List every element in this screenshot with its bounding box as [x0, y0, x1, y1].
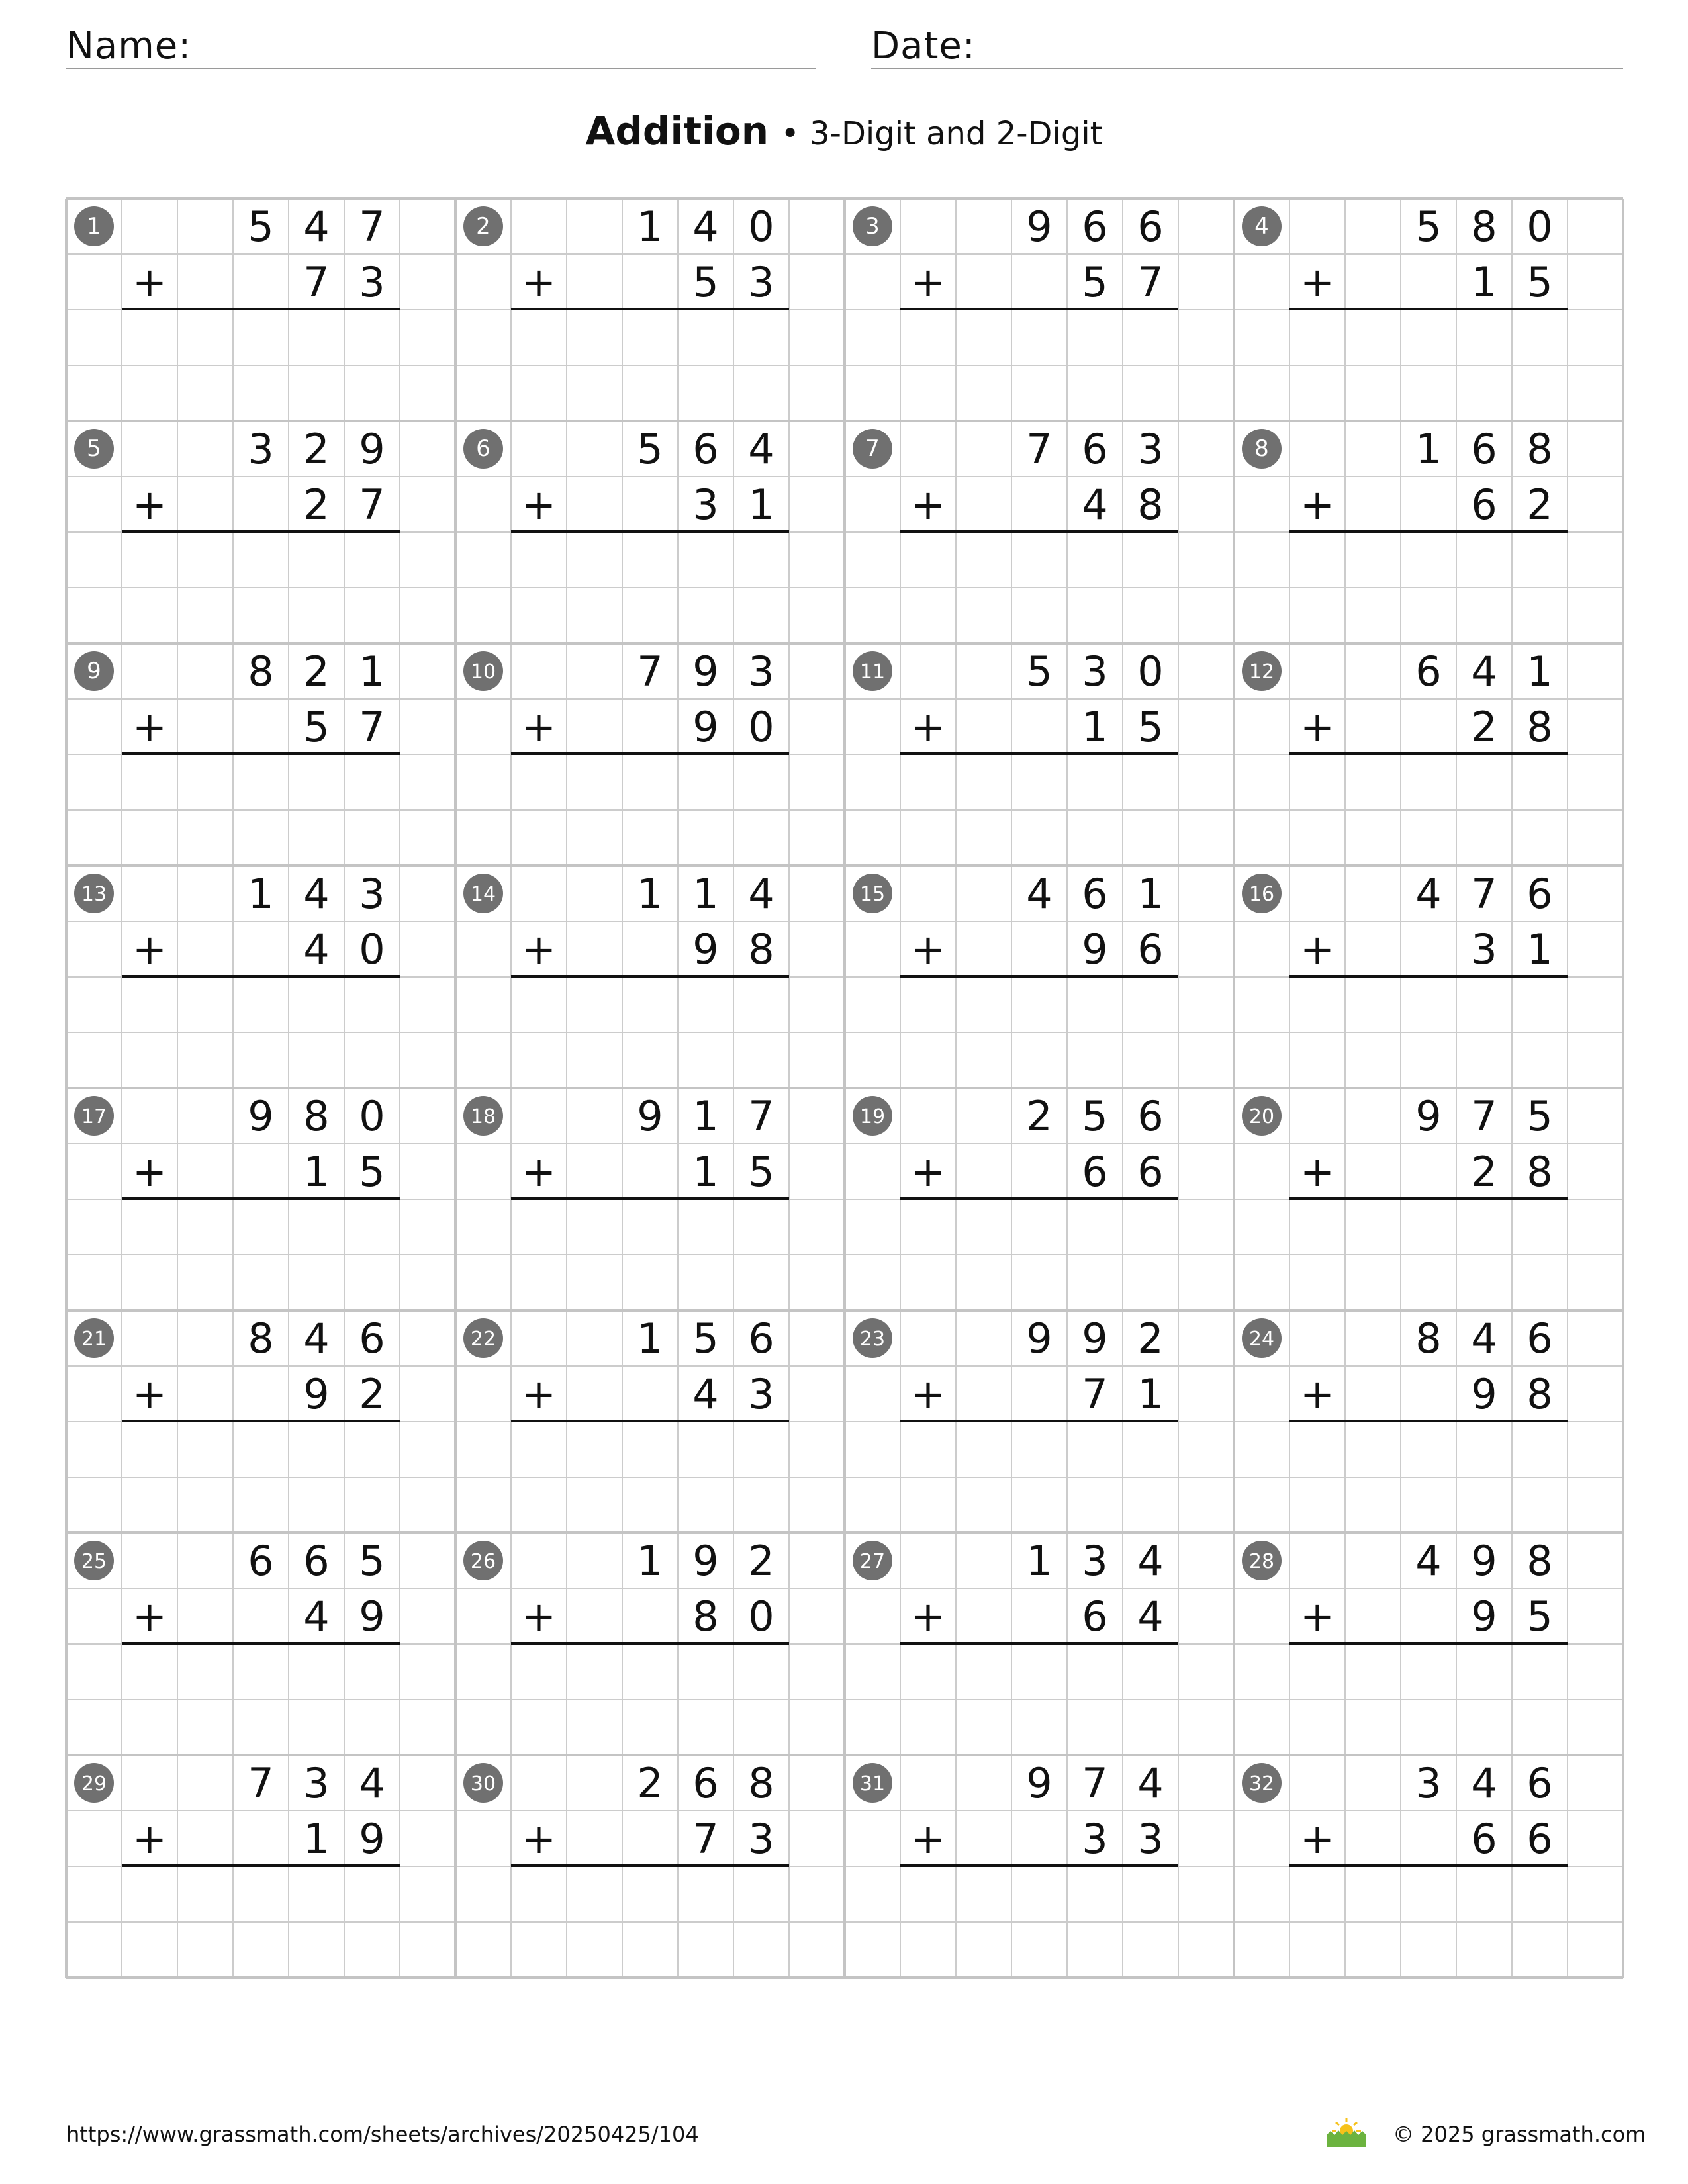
problem-number: 24 — [1248, 1328, 1275, 1351]
problem-number: 30 — [470, 1772, 496, 1796]
addend-digit: 0 — [748, 1592, 774, 1641]
addend-digit: 9 — [637, 1092, 663, 1140]
addend-digit: 3 — [748, 647, 774, 696]
plus-operator: + — [1300, 1815, 1335, 1863]
problem-number: 23 — [859, 1328, 886, 1351]
plus-operator: + — [1300, 925, 1335, 974]
plus-operator: + — [132, 703, 167, 751]
addend-digit: 9 — [692, 703, 719, 751]
addend-digit: 6 — [1082, 870, 1108, 918]
addend-digit: 7 — [248, 1759, 274, 1807]
addend-digit: 3 — [1471, 925, 1497, 974]
plus-operator: + — [132, 1148, 167, 1196]
addend-digit: 3 — [248, 425, 274, 473]
plus-operator: + — [522, 1148, 556, 1196]
addend-digit: 1 — [303, 1148, 330, 1196]
answer-area[interactable] — [122, 978, 400, 1087]
addend-digit: 6 — [1082, 1592, 1108, 1641]
addend-digit: 4 — [692, 203, 719, 251]
addend-digit: 7 — [359, 203, 385, 251]
problem-number: 19 — [859, 1105, 886, 1128]
problem-number: 29 — [81, 1772, 107, 1796]
addend-digit: 1 — [1137, 1370, 1164, 1418]
addend-digit: 6 — [1526, 1759, 1553, 1807]
addend-digit: 1 — [692, 870, 719, 918]
addend-digit: 6 — [1415, 647, 1442, 696]
problem-number: 2 — [476, 213, 491, 240]
problem-number: 4 — [1254, 213, 1269, 240]
addend-digit: 0 — [1526, 203, 1553, 251]
addend-digit: 1 — [1026, 1537, 1053, 1585]
plus-operator: + — [522, 258, 556, 306]
addend-digit: 2 — [303, 647, 330, 696]
addend-digit: 4 — [1415, 1537, 1442, 1585]
answer-area[interactable] — [511, 533, 789, 642]
addend-digit: 9 — [1415, 1092, 1442, 1140]
plus-operator: + — [132, 258, 167, 306]
addend-digit: 5 — [1082, 258, 1108, 306]
addend-digit: 1 — [1082, 703, 1108, 751]
addend-digit: 9 — [248, 1092, 274, 1140]
answer-area[interactable] — [511, 978, 789, 1087]
problem-number: 21 — [81, 1328, 107, 1351]
addend-digit: 8 — [1415, 1314, 1442, 1363]
addend-digit: 3 — [748, 1370, 774, 1418]
problem-number: 8 — [1254, 435, 1269, 462]
plus-operator: + — [911, 703, 945, 751]
addend-digit: 2 — [637, 1759, 663, 1807]
addend-digit: 8 — [1526, 1537, 1553, 1585]
addend-digit: 5 — [1526, 258, 1553, 306]
answer-area[interactable] — [511, 1201, 789, 1309]
answer-area[interactable] — [122, 1868, 400, 1976]
addend-digit: 0 — [359, 1092, 385, 1140]
addend-digit: 1 — [1415, 425, 1442, 473]
problem-number: 11 — [859, 660, 886, 684]
addend-digit: 2 — [359, 1370, 385, 1418]
addend-digit: 4 — [1026, 870, 1053, 918]
addend-digit: 3 — [748, 258, 774, 306]
addend-digit: 2 — [1137, 1314, 1164, 1363]
addend-digit: 4 — [1137, 1759, 1164, 1807]
addend-digit: 8 — [303, 1092, 330, 1140]
addend-digit: 8 — [1471, 203, 1497, 251]
addend-digit: 3 — [1415, 1759, 1442, 1807]
answer-area[interactable] — [1289, 533, 1568, 642]
addend-digit: 6 — [1137, 1148, 1164, 1196]
addend-digit: 5 — [359, 1148, 385, 1196]
addend-digit: 2 — [1471, 1148, 1497, 1196]
plus-operator: + — [1300, 480, 1335, 529]
addend-digit: 7 — [692, 1815, 719, 1863]
addend-digit: 7 — [1026, 425, 1053, 473]
problem-number: 13 — [81, 883, 107, 906]
answer-area[interactable] — [511, 1423, 789, 1531]
addend-digit: 6 — [248, 1537, 274, 1585]
answer-area[interactable] — [1289, 1423, 1568, 1531]
addend-digit: 9 — [1026, 1759, 1053, 1807]
addend-digit: 4 — [1471, 647, 1497, 696]
addend-digit: 2 — [303, 480, 330, 529]
addend-digit: 5 — [303, 703, 330, 751]
addend-digit: 6 — [1526, 1815, 1553, 1863]
title-main: Addition — [585, 109, 769, 154]
addend-digit: 7 — [1137, 258, 1164, 306]
addend-digit: 1 — [1526, 647, 1553, 696]
problem-number: 31 — [859, 1772, 886, 1796]
answer-area[interactable] — [1289, 1645, 1568, 1754]
addend-digit: 3 — [1082, 647, 1108, 696]
problem-number: 25 — [81, 1550, 107, 1573]
addend-digit: 1 — [692, 1148, 719, 1196]
addend-digit: 7 — [303, 258, 330, 306]
addend-digit: 6 — [1082, 1148, 1108, 1196]
grass-sun-logo-icon — [1325, 2115, 1368, 2148]
addend-digit: 7 — [1082, 1759, 1108, 1807]
addend-digit: 5 — [1137, 703, 1164, 751]
addend-digit: 1 — [248, 870, 274, 918]
answer-area[interactable] — [122, 756, 400, 864]
addend-digit: 1 — [637, 870, 663, 918]
plus-operator: + — [1300, 258, 1335, 306]
plus-operator: + — [911, 1815, 945, 1863]
addend-digit: 4 — [303, 203, 330, 251]
addend-digit: 5 — [1526, 1092, 1553, 1140]
answer-area[interactable] — [122, 311, 400, 420]
addend-digit: 8 — [748, 1759, 774, 1807]
addend-digit: 7 — [1471, 1092, 1497, 1140]
answer-area[interactable] — [122, 1423, 400, 1531]
addend-digit: 3 — [1082, 1815, 1108, 1863]
answer-area[interactable] — [511, 311, 789, 420]
problem-number: 26 — [470, 1550, 496, 1573]
addend-digit: 9 — [1082, 925, 1108, 974]
addend-digit: 8 — [1526, 1148, 1553, 1196]
answer-area[interactable] — [900, 1868, 1178, 1976]
addend-digit: 9 — [1471, 1592, 1497, 1641]
plus-operator: + — [132, 480, 167, 529]
addend-digit: 3 — [692, 480, 719, 529]
answer-area[interactable] — [900, 1423, 1178, 1531]
answer-area[interactable] — [1289, 1201, 1568, 1309]
addend-digit: 1 — [637, 1537, 663, 1585]
addend-digit: 2 — [1471, 703, 1497, 751]
plus-operator: + — [1300, 1592, 1335, 1641]
plus-operator: + — [522, 925, 556, 974]
addend-digit: 6 — [1471, 480, 1497, 529]
addend-digit: 8 — [1526, 703, 1553, 751]
addend-digit: 6 — [1526, 870, 1553, 918]
addend-digit: 7 — [748, 1092, 774, 1140]
addend-digit: 8 — [248, 1314, 274, 1363]
addend-digit: 1 — [359, 647, 385, 696]
problem-number: 28 — [1248, 1550, 1275, 1573]
addend-digit: 3 — [748, 1815, 774, 1863]
answer-area[interactable] — [900, 533, 1178, 642]
addend-digit: 8 — [692, 1592, 719, 1641]
addend-digit: 4 — [1471, 1314, 1497, 1363]
problem-number: 3 — [865, 213, 880, 240]
answer-area[interactable] — [900, 756, 1178, 864]
addend-digit: 1 — [692, 1092, 719, 1140]
addend-digit: 0 — [359, 925, 385, 974]
plus-operator: + — [1300, 1148, 1335, 1196]
addend-digit: 7 — [1082, 1370, 1108, 1418]
addend-digit: 8 — [1526, 1370, 1553, 1418]
answer-area[interactable] — [511, 1645, 789, 1754]
answer-area[interactable] — [511, 756, 789, 864]
addend-digit: 4 — [303, 870, 330, 918]
plus-operator: + — [132, 925, 167, 974]
addend-digit: 3 — [1137, 1815, 1164, 1863]
addend-digit: 5 — [748, 1148, 774, 1196]
addend-digit: 4 — [303, 1314, 330, 1363]
addend-digit: 6 — [748, 1314, 774, 1363]
addend-digit: 4 — [1082, 480, 1108, 529]
addend-digit: 9 — [1026, 203, 1053, 251]
addend-digit: 4 — [692, 1370, 719, 1418]
plus-operator: + — [522, 480, 556, 529]
addend-digit: 1 — [1137, 870, 1164, 918]
date-label: Date: — [871, 24, 976, 68]
addend-digit: 4 — [1137, 1537, 1164, 1585]
addend-digit: 9 — [303, 1370, 330, 1418]
addend-digit: 9 — [359, 1592, 385, 1641]
addend-digit: 2 — [303, 425, 330, 473]
addend-digit: 6 — [692, 425, 719, 473]
addend-digit: 7 — [359, 703, 385, 751]
addend-digit: 5 — [692, 258, 719, 306]
answer-area[interactable] — [1289, 978, 1568, 1087]
addend-digit: 4 — [1137, 1592, 1164, 1641]
plus-operator: + — [522, 1370, 556, 1418]
addend-digit: 8 — [248, 647, 274, 696]
plus-operator: + — [522, 703, 556, 751]
addend-digit: 9 — [359, 425, 385, 473]
plus-operator: + — [1300, 703, 1335, 751]
addend-digit: 1 — [303, 1815, 330, 1863]
problem-number: 22 — [470, 1328, 496, 1351]
addend-digit: 9 — [1026, 1314, 1053, 1363]
addend-digit: 9 — [359, 1815, 385, 1863]
addend-digit: 6 — [303, 1537, 330, 1585]
answer-area[interactable] — [122, 1645, 400, 1754]
addend-digit: 4 — [303, 1592, 330, 1641]
problem-number: 20 — [1248, 1105, 1275, 1128]
problem-number: 32 — [1248, 1772, 1275, 1796]
answer-area[interactable] — [511, 1868, 789, 1976]
addend-digit: 6 — [1082, 425, 1108, 473]
addend-digit: 1 — [1471, 258, 1497, 306]
title-subtitle: • 3-Digit and 2-Digit — [780, 115, 1103, 152]
plus-operator: + — [132, 1370, 167, 1418]
addend-digit: 0 — [748, 703, 774, 751]
plus-operator: + — [911, 1148, 945, 1196]
addend-digit: 9 — [1471, 1370, 1497, 1418]
plus-operator: + — [911, 1592, 945, 1641]
footer-copyright: © 2025 grassmath.com — [1393, 2122, 1646, 2147]
problem-number: 9 — [87, 658, 101, 684]
addend-digit: 5 — [1526, 1592, 1553, 1641]
answer-area[interactable] — [900, 311, 1178, 420]
addend-digit: 9 — [692, 925, 719, 974]
addend-digit: 3 — [359, 258, 385, 306]
plus-operator: + — [911, 258, 945, 306]
plus-operator: + — [132, 1592, 167, 1641]
answer-area[interactable] — [900, 1201, 1178, 1309]
addend-digit: 3 — [1137, 425, 1164, 473]
answer-area[interactable] — [900, 1645, 1178, 1754]
addend-digit: 4 — [748, 425, 774, 473]
addend-digit: 1 — [1526, 925, 1553, 974]
addend-digit: 5 — [692, 1314, 719, 1363]
problem-number: 27 — [859, 1550, 886, 1573]
addend-digit: 5 — [359, 1537, 385, 1585]
addend-digit: 8 — [1137, 480, 1164, 529]
addend-digit: 6 — [1526, 1314, 1553, 1363]
addend-digit: 4 — [1471, 1759, 1497, 1807]
problem-number: 5 — [87, 435, 101, 462]
problem-number: 7 — [865, 435, 880, 462]
addend-digit: 6 — [692, 1759, 719, 1807]
plus-operator: + — [911, 1370, 945, 1418]
addend-digit: 5 — [637, 425, 663, 473]
answer-area[interactable] — [1289, 1868, 1568, 1976]
addend-digit: 7 — [637, 647, 663, 696]
addend-digit: 3 — [1082, 1537, 1108, 1585]
answer-area[interactable] — [1289, 756, 1568, 864]
addend-digit: 8 — [1526, 425, 1553, 473]
addend-digit: 2 — [748, 1537, 774, 1585]
addend-digit: 6 — [1082, 203, 1108, 251]
addend-digit: 4 — [359, 1759, 385, 1807]
answer-area[interactable] — [900, 978, 1178, 1087]
problem-number: 6 — [476, 435, 491, 462]
addend-digit: 6 — [359, 1314, 385, 1363]
addend-digit: 7 — [359, 480, 385, 529]
addend-digit: 6 — [1137, 203, 1164, 251]
addend-digit: 2 — [1526, 480, 1553, 529]
addend-digit: 1 — [637, 1314, 663, 1363]
problem-number: 18 — [470, 1105, 496, 1128]
addend-digit: 3 — [359, 870, 385, 918]
addend-digit: 9 — [692, 1537, 719, 1585]
problem-number: 15 — [859, 883, 886, 906]
plus-operator: + — [911, 480, 945, 529]
plus-operator: + — [1300, 1370, 1335, 1418]
addend-digit: 6 — [1137, 1092, 1164, 1140]
problem-number: 17 — [81, 1105, 107, 1128]
addend-digit: 5 — [1026, 647, 1053, 696]
addend-digit: 1 — [637, 203, 663, 251]
addend-digit: 0 — [1137, 647, 1164, 696]
addend-digit: 6 — [1471, 1815, 1497, 1863]
addend-digit: 9 — [1471, 1537, 1497, 1585]
plus-operator: + — [522, 1592, 556, 1641]
problem-number: 12 — [1248, 660, 1275, 684]
addend-digit: 5 — [1082, 1092, 1108, 1140]
addend-digit: 7 — [1471, 870, 1497, 918]
plus-operator: + — [132, 1815, 167, 1863]
answer-area[interactable] — [1289, 311, 1568, 420]
problem-number: 10 — [470, 660, 496, 684]
problem-number: 14 — [470, 883, 496, 906]
addend-digit: 4 — [303, 925, 330, 974]
addend-digit: 6 — [1471, 425, 1497, 473]
problem-number: 16 — [1248, 883, 1275, 906]
addend-digit: 6 — [1137, 925, 1164, 974]
addend-digit: 8 — [748, 925, 774, 974]
addend-digit: 9 — [692, 647, 719, 696]
footer-url: https://www.grassmath.com/sheets/archives/20250425/104 — [66, 2122, 699, 2147]
addend-digit: 1 — [748, 480, 774, 529]
addend-digit: 5 — [1415, 203, 1442, 251]
addend-digit: 4 — [1415, 870, 1442, 918]
addend-digit: 2 — [1026, 1092, 1053, 1140]
addend-digit: 5 — [248, 203, 274, 251]
addend-digit: 4 — [748, 870, 774, 918]
plus-operator: + — [911, 925, 945, 974]
answer-area[interactable] — [122, 1201, 400, 1309]
addend-digit: 3 — [303, 1759, 330, 1807]
answer-area[interactable] — [122, 533, 400, 642]
addend-digit: 9 — [1082, 1314, 1108, 1363]
problem-number: 1 — [87, 213, 101, 240]
name-label: Name: — [66, 24, 192, 68]
plus-operator: + — [522, 1815, 556, 1863]
addend-digit: 0 — [748, 203, 774, 251]
